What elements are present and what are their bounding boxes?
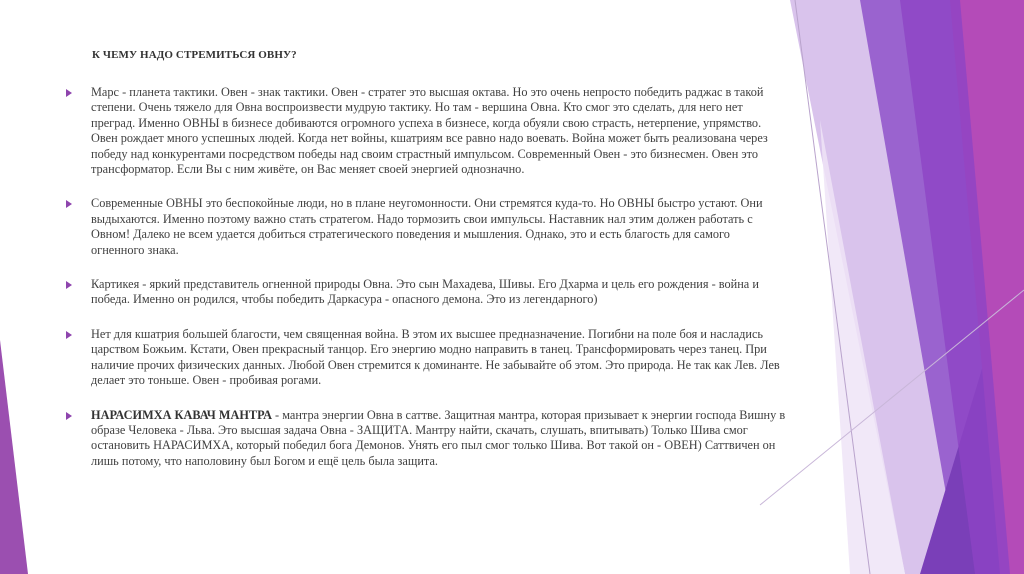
bullet-arrow-icon — [66, 200, 72, 208]
bullet-arrow-icon — [66, 89, 72, 97]
bullet-text: Картикея - яркий представитель огненной природы Овна. Это сын Махадева, Шивы. Его Дхарма и цель его рождения - война и победа. Именно он родился, чтобы победить Даркасура - опасного демона. Это из легендарного) — [91, 277, 759, 307]
bullet-arrow-icon — [66, 281, 72, 289]
bullet-item — [66, 277, 786, 308]
bullet-arrow-icon — [66, 412, 72, 420]
bullet-item — [66, 85, 786, 177]
bullet-text: Марс - планета тактики. Овен - знак тактики. Овен - стратег это высшая октава. Но это очень непросто победить раджас в такой степени. Очень тяжело для Овна воспроизвести мудрую тактику. Но там - вершина Овна. Кто смог это сделать, для него нет преград. Именно ОВНЫ в бизнесе добиваются огромного успеха в бизнесе, когда обуяли свою страсть, нетерпение, упрямство. Овен рождает много успешных людей. Когда нет войны, кшатриям все равно надо воевать. Война может быть реализована через победу над конкурентами посредством победы над своим страстный импульсом. Современный Овен - это бизнесмен. Овен это трансформатор. Если Вы с ним живёте, он Вас меняет своей энергией однозначно. — [91, 85, 768, 177]
bullet-list — [66, 85, 786, 488]
bullet-item — [66, 196, 786, 258]
bullet-item — [66, 327, 786, 389]
left-accent-shape — [0, 340, 28, 574]
slide-title: К ЧЕМУ НАДО СТРЕМИТЬСЯ ОВНУ? — [92, 49, 297, 61]
bullet-item — [66, 408, 786, 470]
bullet-text: Нет для кшатрия большей благости, чем священная война. В этом их высшее предназначение. Погибни на поле боя и насладись царством Божьим. Кстати, Овен прекрасный танцор. Его энергию модно направить в танец. Трансформировать через танец. При наличие прочих физических данных. Любой Овен стремится к доминанте. Не забывайте об этом. Это природа. Не так как Лев. Лев делает это тоньше. Овен - пробивая рогами. — [91, 326, 780, 388]
mantra-heading: НАРАСИМХА КАВАЧ МАНТРА — [91, 407, 272, 422]
bullet-text: Современные ОВНЫ это беспокойные люди, но в плане неугомонности. Они стремятся куда-то. Но ОВНЫ быстро устают. Они выдыхаются. Именно поэтому важно стать стратегом. Надо тормозить свои импульсы. Наставник нал этим должен работать с Овном! Далеко не всем удается добиться стратегического поведения и мышления. Однако, это и есть благость для самого огненного знака. — [91, 196, 763, 257]
bullet-arrow-icon — [66, 331, 72, 339]
bullet-text: - мантра энергии Овна в саттве. Защитная мантра, которая призывает к энергии господа Вишну в образе Человека - Льва. Это высшая задача Овна - ЗАЩИТА. Мантру найти, скачать, слушать, впитывать) Только Шива смог остановить НАРАСИМХА, который победил бога Демонов. Унять его пыл смог только Шива. Вот такой он - ОВЕН) Саттвичен он лишь потому, что наполовину был Богом и ещё цель была защита. — [91, 407, 786, 468]
